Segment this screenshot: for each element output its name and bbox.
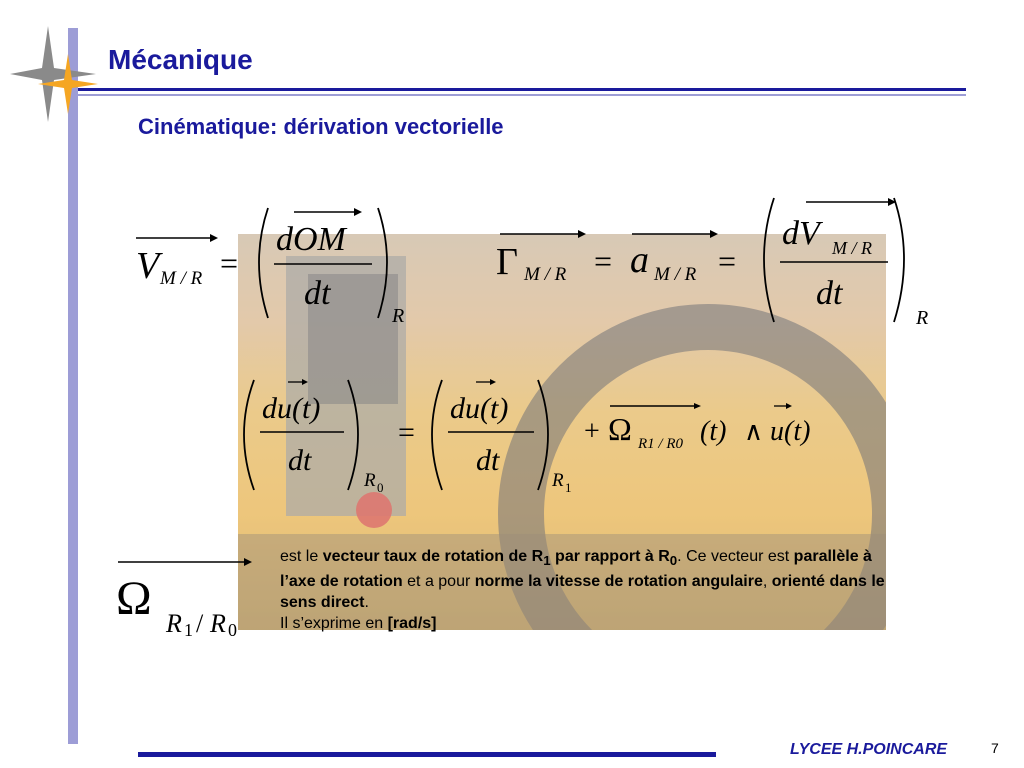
omega-description <box>280 546 900 634</box>
derivative-denominator-2: dt <box>476 444 500 477</box>
frame-r1-index: 1 <box>565 480 572 495</box>
title-divider <box>78 88 966 91</box>
desc-bold: par rapport à R <box>550 548 670 565</box>
desc-bold: parallèle à l’axe de rotation <box>280 548 872 591</box>
derivative-denominator-1: dt <box>288 444 312 477</box>
a-symbol: a <box>630 239 649 281</box>
omega-subscript: R1 / R0 <box>638 436 683 452</box>
derivative-numerator-1: du(t) <box>262 392 321 425</box>
velocity-symbol: V <box>136 245 160 287</box>
omega-sub-r1: R <box>166 609 182 638</box>
desc-bold: norme la vitesse de rotation angulaire <box>474 573 763 591</box>
equals-sign-2: = <box>718 243 737 279</box>
omega-large: Ω <box>116 572 152 625</box>
omega-sub-1: 1 <box>184 620 193 640</box>
velocity-subscript: M / R <box>160 268 203 289</box>
gamma-symbol: Γ <box>496 241 518 283</box>
title-divider-light <box>78 94 966 96</box>
frame-r0-index: 0 <box>377 480 384 495</box>
derivative-numerator-2: du(t) <box>450 392 509 425</box>
footer-school-name: LYCEE H.POINCARE <box>790 741 948 758</box>
omega-sub-0: 0 <box>228 620 237 640</box>
fraction-denominator: dt <box>816 275 843 312</box>
desc-unit: [rad/s] <box>387 615 437 633</box>
omega-symbol: Ω <box>608 411 632 447</box>
desc-bold: vecteur taux de rotation de R <box>322 548 544 565</box>
footer-divider <box>138 752 716 757</box>
fraction-denominator: dt <box>304 275 331 312</box>
omega-vector-symbol <box>110 548 270 653</box>
left-accent-bar <box>68 28 78 744</box>
desc-text: , <box>762 573 772 591</box>
section-subtitle: Cinématique: dérivation vectorielle <box>138 114 504 139</box>
desc-text: est le <box>280 548 323 565</box>
gamma-subscript: M / R <box>524 264 567 285</box>
fraction-numerator: dOM <box>276 221 346 258</box>
equals-sign: = <box>398 416 415 449</box>
desc-bold-sub: 1 <box>543 553 551 569</box>
desc-text: . <box>364 594 369 612</box>
u-of-t: u(t) <box>770 416 811 447</box>
star-logo-icon <box>8 24 118 134</box>
fraction-numerator: dV <box>782 215 820 252</box>
omega-sub-slash: / <box>196 609 204 638</box>
plus-sign: + <box>584 416 600 447</box>
frame-subscript: R <box>392 305 405 327</box>
frame-r1: R <box>552 470 564 491</box>
vector-derivation-equation <box>232 372 852 507</box>
desc-text: Il s’exprime en <box>280 615 388 633</box>
desc-bold-sub: 0 <box>669 553 678 569</box>
omega-time: (t) <box>700 416 727 447</box>
numerator-subscript: M / R <box>832 238 872 258</box>
wedge-operator: ∧ <box>744 417 764 446</box>
page-title: Mécanique <box>108 44 253 75</box>
acceleration-equation <box>492 192 942 337</box>
desc-text: . Ce vecteur est <box>677 548 794 565</box>
page-number: 7 <box>991 740 999 756</box>
frame-r0: R <box>364 470 376 491</box>
desc-bold: orienté dans le sens direct <box>280 573 885 612</box>
a-subscript: M / R <box>654 264 697 285</box>
equals-sign-1: = <box>594 243 613 279</box>
velocity-equation <box>118 200 418 335</box>
frame-subscript: R <box>916 307 929 329</box>
omega-sub-r0: R <box>210 609 226 638</box>
desc-text: et a pour <box>402 573 475 591</box>
equals-sign: = <box>220 245 239 281</box>
